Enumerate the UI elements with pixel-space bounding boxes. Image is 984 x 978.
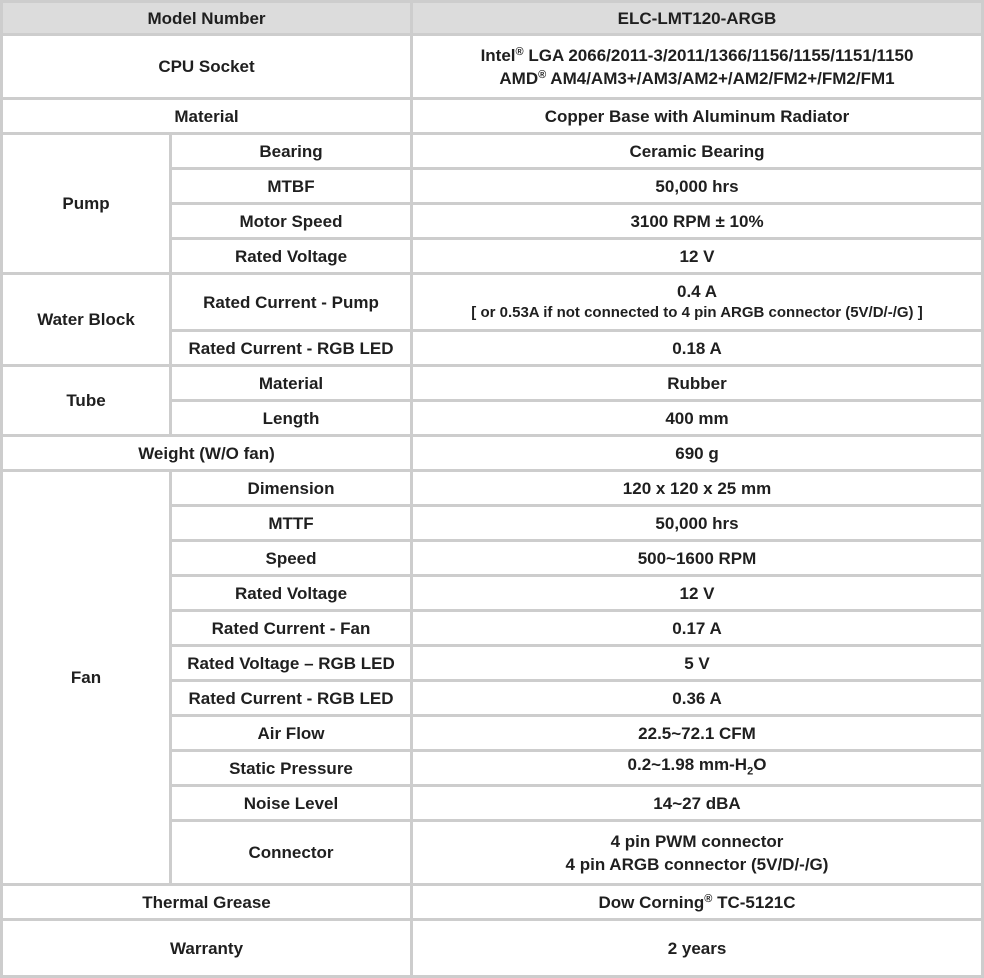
weight-value: 690 g [413,437,981,472]
cpu-socket-value [413,36,981,100]
fan-dimension-label: Dimension [172,472,413,507]
static-pressure-main: 0.2~1.98 mm-H [627,754,748,774]
pump-mtbf-label: MTBF [172,170,413,205]
cpu-socket-label: CPU Socket [3,36,413,100]
warranty-label: Warranty [3,921,413,975]
water-block-row [3,275,981,332]
fan-speed-label: Speed [172,542,413,577]
fan-connector-label: Connector [172,822,413,886]
pump-rated-voltage-label: Rated Voltage [172,240,413,275]
warranty-value: 2 years [667,938,727,958]
amd-sockets: AM4/AM3+/AM3/AM2+/AM2/FM2+/FM2/FM1 [550,68,895,88]
intel-sockets: LGA 2066/2011-3/2011/1366/1156/1155/1151/1150 [528,45,914,65]
fan-led-current-value: 0.36 A [413,682,981,717]
pump-rated-voltage-value: 12 V [413,240,981,275]
material-value: Copper Base with Aluminum Radiator [413,100,981,135]
grease-product: TC-5121C [717,892,796,912]
fan-speed-value: 500~1600 RPM [413,542,981,577]
pump-bearing-value: Ceramic Bearing [413,135,981,170]
material-row [3,100,981,135]
pump-motor-speed-value: 3100 RPM ± 10% [413,205,981,240]
thermal-grease-value [413,886,981,921]
pump-current-note: [ or 0.53A if not connected to 4 pin ARGB connector (5V/D/-/G) ] [471,303,923,321]
fan-rated-current-label: Rated Current - Fan [172,612,413,647]
thermal-grease-row [3,886,981,921]
fan-mttf-label: MTTF [172,507,413,542]
tube-length-value: 400 mm [413,402,981,437]
registered-mark: ® [515,45,524,58]
fan-led-voltage-value: 5 V [413,647,981,682]
model-number-label: Model Number [3,3,413,36]
header-row [3,3,981,36]
tube-length-label: Length [172,402,413,437]
pump-current-main: 0.4 A [676,281,717,301]
model-number-value: ELC-LMT120-ARGB [413,3,981,36]
fan-row [3,472,981,507]
registered-mark: ® [538,68,547,81]
water-block-pump-current-value [413,275,981,332]
tube-group-label: Tube [3,367,172,437]
fan-noise-level-label: Noise Level [172,787,413,822]
water-block-group-label: Water Block [3,275,172,367]
fan-noise-level-value: 14~27 dBA [413,787,981,822]
amd-brand: AMD [499,68,539,88]
static-pressure-end: O [753,754,767,774]
fan-mttf-value: 50,000 hrs [413,507,981,542]
weight-row [3,437,981,472]
grease-brand: Dow Corning [598,892,705,912]
water-block-led-current-value: 0.18 A [413,332,981,367]
warranty-row [3,921,981,975]
intel-brand: Intel [480,45,516,65]
fan-rated-voltage-value: 12 V [413,577,981,612]
fan-static-pressure-value [413,752,981,787]
tube-row [3,367,981,402]
pump-motor-speed-label: Motor Speed [172,205,413,240]
water-block-pump-current-label: Rated Current - Pump [172,275,413,332]
pump-mtbf-value: 50,000 hrs [413,170,981,205]
cpu-socket-row [3,36,981,100]
tube-material-value: Rubber [413,367,981,402]
water-block-led-current-label: Rated Current - RGB LED [172,332,413,367]
static-pressure-sub: 2 [747,765,754,778]
fan-rated-voltage-label: Rated Voltage [172,577,413,612]
fan-dimension-value: 120 x 120 x 25 mm [413,472,981,507]
registered-mark: ® [704,892,713,905]
pump-bearing-label: Bearing [172,135,413,170]
thermal-grease-label: Thermal Grease [3,886,413,921]
connector-line-2: 4 pin ARGB connector (5V/D/-/G) [565,854,829,874]
weight-label: Weight (W/O fan) [3,437,413,472]
fan-group-label: Fan [3,472,172,886]
fan-rated-current-value: 0.17 A [413,612,981,647]
pump-group-label: Pump [3,135,172,275]
material-label: Material [3,100,413,135]
tube-material-label: Material [172,367,413,402]
fan-air-flow-label: Air Flow [172,717,413,752]
fan-led-current-label: Rated Current - RGB LED [172,682,413,717]
pump-row [3,135,981,170]
fan-led-voltage-label: Rated Voltage – RGB LED [172,647,413,682]
fan-connector-value [413,822,981,886]
connector-line-1: 4 pin PWM connector [610,831,784,851]
fan-static-pressure-label: Static Pressure [172,752,413,787]
fan-air-flow-value: 22.5~72.1 CFM [413,717,981,752]
